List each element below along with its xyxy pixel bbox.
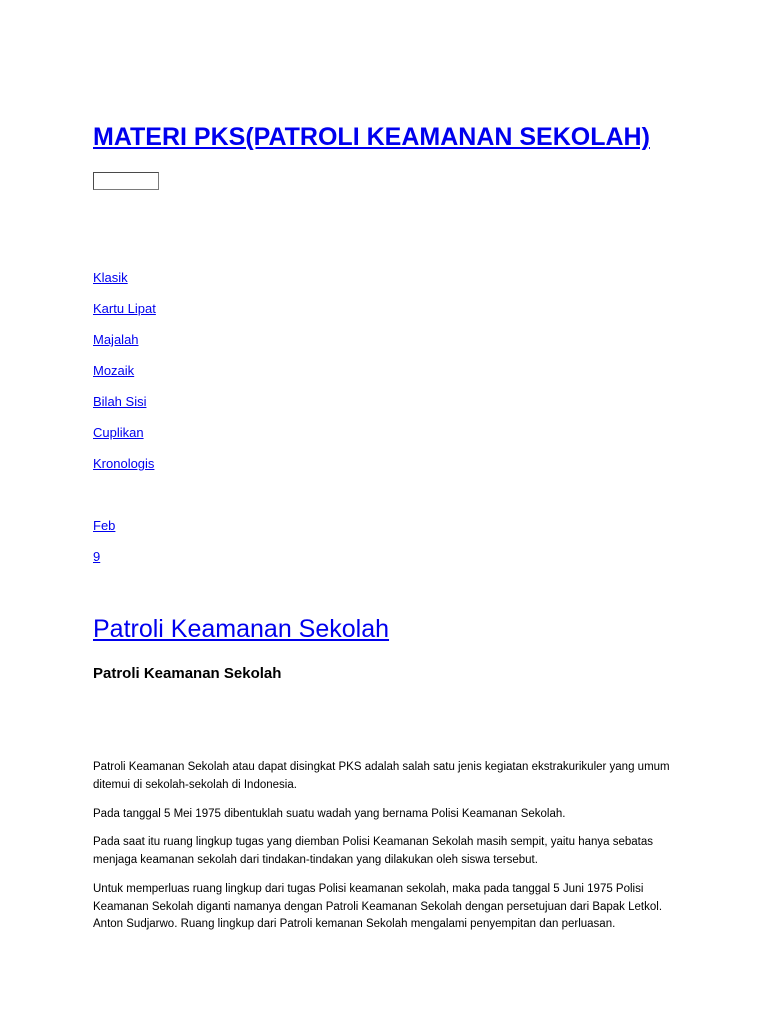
post-subtitle: Patroli Keamanan Sekolah	[93, 665, 282, 682]
post-paragraph: Untuk memperluas ruang lingkup dari tugas Polisi keamanan sekolah, maka pada tanggal 5 Juni 1975 Polisi Keamanan Sekolah diganti namanya dengan Patroli Keamanan Sekolah dengan persetujuan dari Bapak Letkol. Anton Sudjarwo. Ruang lingkup dari Patroli kemanan Sekolah mengalami penyempitan dan perluasan.	[93, 883, 663, 930]
view-link-bilah-sisi[interactable]: Bilah Sisi	[93, 394, 147, 409]
post-date-day-link[interactable]: 9	[93, 549, 101, 564]
post-paragraph: Pada saat itu ruang lingkup tugas yang diemban Polisi Keamanan Sekolah masih sempit, yaitu hanya sebatas menjaga keamanan sekolah dari tindakan-tindakan yang dilakukan oleh siswa tersebut.	[93, 836, 654, 866]
view-link-cuplikan[interactable]: Cuplikan	[93, 425, 144, 440]
post-paragraph: Patroli Keamanan Sekolah atau dapat disingkat PKS adalah salah satu jenis kegiatan ekstrakurikuler yang umum ditemui di sekolah-sekolah di Indonesia.	[93, 761, 670, 791]
post-title-link[interactable]: Patroli Keamanan Sekolah	[93, 615, 390, 643]
post-date-month-link[interactable]: Feb	[93, 518, 116, 533]
view-link-klasik[interactable]: Klasik	[93, 270, 128, 285]
search-input[interactable]	[93, 172, 159, 190]
view-link-kronologis[interactable]: Kronologis	[93, 456, 155, 471]
view-link-mozaik[interactable]: Mozaik	[93, 363, 135, 378]
view-link-majalah[interactable]: Majalah	[93, 332, 139, 347]
post-paragraph: Pada tanggal 5 Mei 1975 dibentuklah suatu wadah yang bernama Polisi Keamanan Sekolah.	[93, 808, 566, 820]
blog-title-link[interactable]: MATERI PKS(PATROLI KEAMANAN SEKOLAH)	[93, 123, 650, 151]
view-link-kartu-lipat[interactable]: Kartu Lipat	[93, 301, 156, 316]
